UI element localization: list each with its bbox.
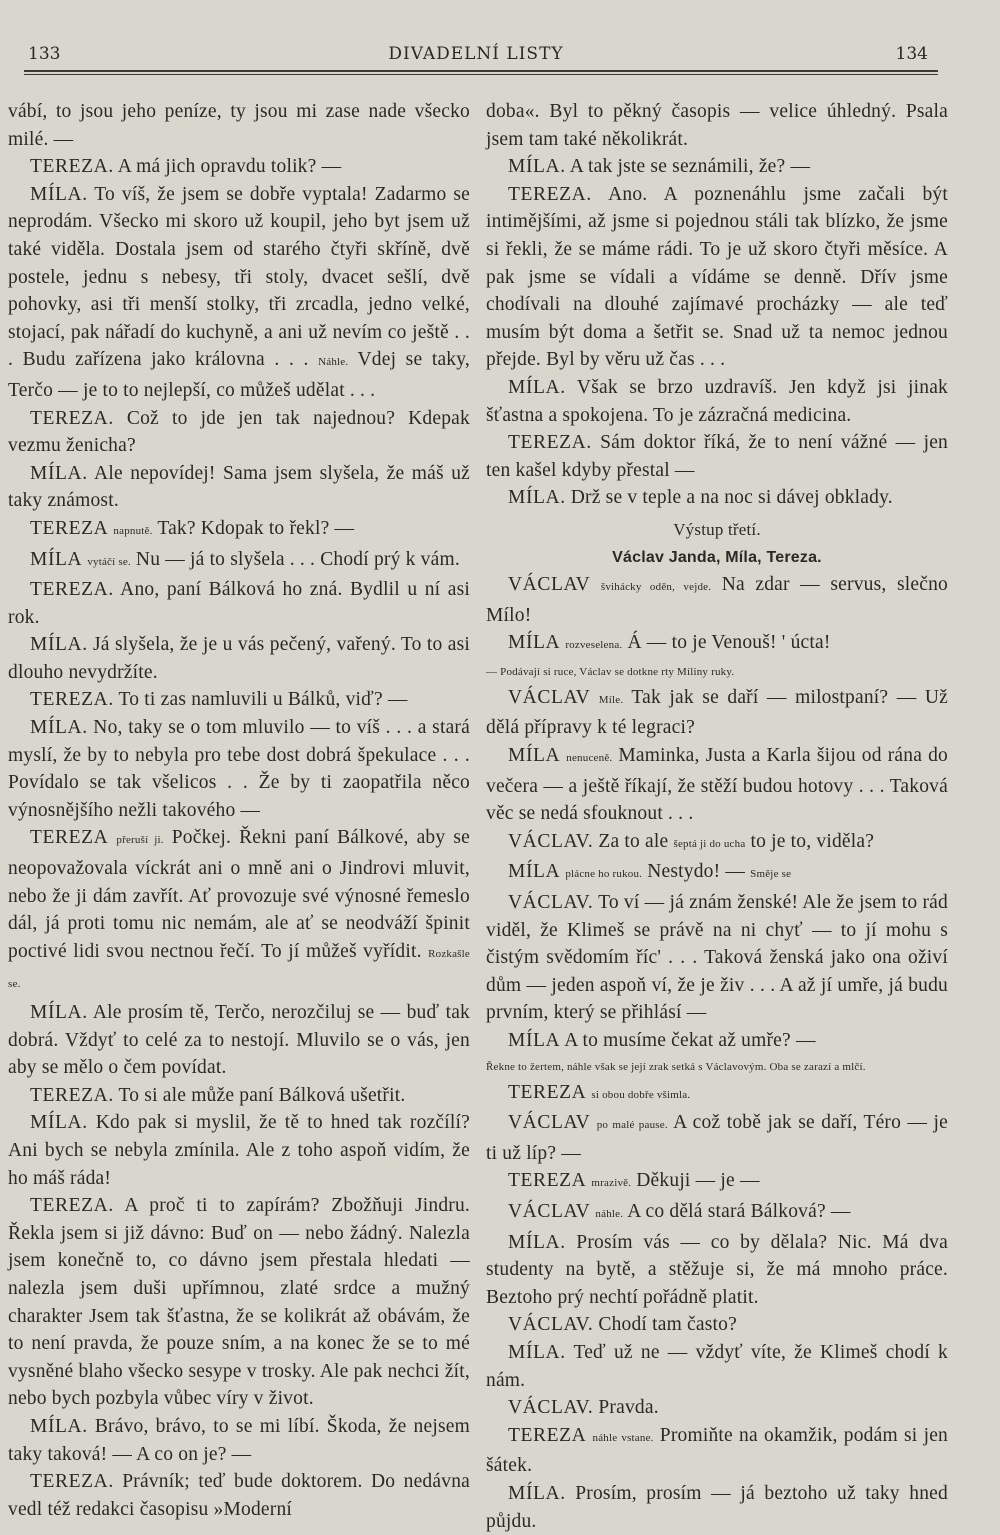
speech-text: A tak jste se seznámili, že? — [565, 156, 811, 178]
dialogue-line [486, 858, 948, 889]
left-column [8, 98, 470, 1523]
speech-text: To ti zas namluvili u Bálků, viď? — [113, 689, 408, 711]
speaker-name: TEREZA [30, 827, 109, 849]
speaker-name: TEREZA. [508, 183, 592, 205]
speech-text: Ale prosím tě, Terčo, nerozčiluj se — buď tak dobrá. Vždyť to celé za to nestojí. Mluvilo se o vás, jen aby se mělo o čem povídat. [8, 1002, 470, 1079]
dialogue-line [8, 1192, 470, 1413]
dialogue-line [486, 1229, 948, 1312]
dialogue-line [486, 181, 948, 374]
dialogue-line [486, 1311, 948, 1339]
speech-text: Ano. A poznenáhlu jsme začali být intimějšími, až jsme si pojednou stáli tak blízko, že jsme si řekli, že se máme rádi. To je už skoro čtyři měsíce. A pak jsme se vídali a vídáme se denně. Dřív jsme chodívali na dlouhé zajímavé procházky — ale teď musím být doma a šetřit se. Snad už ta nemoc jednou přejde. Byl by věru už čas . . . [486, 183, 948, 371]
speaker-name: MÍLA [508, 745, 561, 767]
dialogue-line [486, 1339, 948, 1394]
speech-text: Kdo pak si myslil, že tě to hned tak rozčílí? Ani bych se nebyla zmínila. Ale z toho aspoň vidím, že ho máš ráda! [8, 1112, 470, 1189]
speaker-name: TEREZA [508, 1170, 587, 1192]
speech-text: Prosím vás — co by dělala? Nic. Má dva studenty na bytě, a stěžuje si, že má mnoho práce. Beztoho prý nechtí pořádně platit. [486, 1231, 948, 1308]
speech-text: Prosím, prosím — já beztoho už taky hned půjdu. [486, 1482, 948, 1532]
dialogue-line [8, 515, 470, 546]
speaker-name: TEREZA. [30, 1195, 114, 1217]
speaker-name: MÍLA. [508, 1341, 566, 1363]
dialogue-line [8, 1413, 470, 1468]
dialogue-line [486, 742, 948, 828]
dialogue-line [486, 484, 948, 512]
scene-cast: Václav Janda, Míla, Tereza. [612, 548, 822, 566]
stage-direction: náhle. [595, 1207, 624, 1220]
speaker-name: TEREZA. [30, 689, 114, 711]
speech-text: Na zdar — servus, slečno Mílo! [486, 574, 948, 626]
header-rule-thin [24, 74, 938, 75]
speech-text: Pravda. [593, 1397, 659, 1419]
speech-text: Za to ale [593, 830, 674, 852]
text: doba«. Byl to pěkný časopis — velice úhledný. Psala jsem tam také několikrát. [486, 101, 948, 150]
dialogue-line [486, 889, 948, 1027]
speaker-name: MÍLA [508, 1030, 561, 1051]
dialogue-line [486, 1480, 948, 1535]
stage-direction-line: Řekne to žertem, náhle však se její zrak setká s Václavovým. Oba se zarazí a mlčí. [486, 1060, 866, 1073]
stage-direction-line: — Podávají si ruce, Václav se dotkne rty Míliny ruky. [486, 665, 735, 678]
speaker-name: TEREZA. [30, 156, 114, 178]
speech-text: Nestydo! — [642, 861, 751, 883]
speaker-name: MÍLA. [30, 634, 88, 656]
dialogue-line [486, 1167, 948, 1198]
dialogue-line [486, 828, 948, 859]
speaker-name: VÁCLAV [508, 1200, 591, 1222]
speaker-name: VÁCLAV [508, 574, 591, 596]
speaker-name: MÍLA. [508, 487, 566, 509]
speaker-name: MÍLA. [508, 1231, 566, 1253]
speaker-name: TEREZA. [30, 579, 114, 601]
stage-direction: nenuceně. [566, 752, 613, 765]
stage-direction: si obou dobře všimla. [591, 1088, 691, 1101]
speaker-name: MÍLA. [30, 1002, 88, 1023]
speech-text: To víš, že jsem se dobře vyptala! Zadarmo se neprodám. Všecko mi skoro už koupil, jeho byt jsem už také viděla. Dostala jsem od starého čtyři skříně, dvě postele, jednu s nebesy, tři stoly, dvacet sešlí, dvě pohovky, asi tři menší stolky, tři zrcadla, jedno velké, stojací, pak nářadí do kuchyně, a ani už nevím co ještě . . . Budu zařízena jako královna . . . [8, 183, 470, 371]
stage-direction: plácne ho rukou. [565, 868, 643, 881]
text: vábí, to jsou jeho peníze, ty jsou mi zase nade všecko milé. — [8, 101, 470, 150]
speech-text: To si ale může paní Bálková ušetřit. [113, 1084, 406, 1106]
speaker-name: MÍLA. [30, 462, 88, 484]
speech-text: A to musíme čekat až umře? — [560, 1030, 816, 1051]
speaker-name: VÁCLAV [508, 686, 591, 708]
speaker-name: TEREZA. [30, 407, 114, 429]
speech-text: to je to, viděla? [745, 830, 875, 852]
speech-text: Tak? Kdopak to řekl? — [152, 517, 355, 539]
speech-text: Drž se v teple a na noc si dávej obklady. [565, 487, 893, 509]
speech-text: Děkuji — je — [631, 1170, 760, 1192]
speaker-name: TEREZA. [30, 1471, 114, 1493]
page-number-left: 133 [28, 44, 61, 64]
right-column [486, 98, 948, 1535]
speaker-name: VÁCLAV. [508, 1397, 594, 1419]
speech-text: A co dělá stará Bálková? — [623, 1200, 851, 1222]
dialogue-line [486, 1079, 948, 1110]
speech-text: No, taky se o tom mluvilo — to víš . . . a stará myslí, že by to nebyla pro tebe dost dobrá špekulace . . . Povídalo se tak všelicos . . Že by ti zaopatřila něco výnosnějšího nežli takového — [8, 717, 470, 821]
speaker-name: MÍLA. [508, 376, 566, 398]
stage-direction: rozveselena. [565, 639, 623, 652]
speech-text: Sám doktor říká, že to není vážné — jen ten kašel kdyby přestal — [486, 432, 948, 481]
stage-direction: přeruší ji. [116, 834, 164, 847]
speech-text: Já slyšela, že je u vás pečený, vařený. To to asi dlouho nevydržíte. [8, 634, 470, 683]
speaker-name: MÍLA. [508, 156, 566, 178]
dialogue-line [8, 686, 470, 714]
dialogue-line [8, 999, 470, 1082]
running-title: DIVADELNÍ LISTY [388, 44, 564, 64]
page-header [14, 34, 938, 74]
speaker-name: MÍLA. [30, 1415, 88, 1437]
speech-text: A má jich opravdu tolik? — [113, 156, 342, 178]
speech-text: Brávo, brávo, to se mi líbí. Škoda, že nejsem taky taková! — A co on je? — [8, 1415, 470, 1465]
speech-text: Počkej. Řekni paní Bálkové, aby se neopovažovala víckrát ani o mně ani o Jindrovi mluvit, nebo že ji dám zavřít. Ať provozuje své výnosné řemeslo dál, já proti tomu nic nemám, ale ať se neodváží špinit poctivé lidi svou nectnou řečí. To jí můžeš vyřídit. [8, 827, 471, 962]
speaker-name: MÍLA. [30, 1112, 88, 1134]
speaker-name: TEREZA [30, 517, 109, 539]
paragraph [486, 98, 948, 153]
stage-direction: napnutě. [113, 524, 153, 537]
speaker-name: TEREZA. [30, 1084, 114, 1106]
speaker-name: MÍLA. [30, 183, 88, 205]
scene-heading: Výstup třetí. [673, 519, 761, 539]
speaker-name: MÍLA. [30, 717, 88, 739]
dialogue-line [486, 571, 948, 629]
speaker-name: TEREZA [508, 1424, 587, 1446]
speech-text: Maminka, Justa a Karla šijou od rána do večera — a ještě říkají, že stěží budou hotovy . . . Taková věc se nedá sfouknout . . . [486, 745, 949, 825]
dialogue-line [8, 824, 470, 999]
stage-direction: vytáčí se. [87, 555, 131, 568]
dialogue-line [486, 1394, 948, 1422]
stage-direction: náhle vstane. [592, 1431, 654, 1444]
dialogue-line [8, 576, 470, 631]
speaker-name: MÍLA. [508, 1482, 566, 1504]
stage-direction: šeptá ji do ucha [673, 837, 746, 850]
speech-text: Tak jak se daří — milostpaní? — Už dělá přípravy k té legraci? [486, 686, 948, 739]
speaker-name: VÁCLAV. [508, 892, 594, 914]
dialogue-line [486, 153, 948, 181]
speech-text: Právník; teď bude doktorem. Do nedávna vedl též redakci časopisu »Moderní [8, 1471, 470, 1520]
speaker-name: VÁCLAV. [508, 1314, 594, 1336]
speaker-name: VÁCLAV. [508, 830, 594, 852]
paragraph [8, 98, 470, 153]
stage-direction: Směje se [750, 868, 792, 881]
speaker-name: MÍLA [508, 632, 561, 654]
dialogue-line [8, 714, 470, 824]
stage-direction: švihácky oděn, vejde. [600, 581, 712, 594]
speech-text: A což tobě jak se daří, Téro — je ti už líp? — [486, 1112, 948, 1164]
speaker-name: MÍLA [30, 548, 83, 570]
dialogue-line [8, 181, 470, 405]
dialogue-line [486, 1027, 948, 1055]
stage-direction: Míle. [598, 693, 624, 706]
dialogue-line [8, 1468, 470, 1523]
dialogue-line [486, 429, 948, 484]
dialogue-line [8, 631, 470, 686]
speech-text: Promiňte na okamžik, podám si jen šátek. [486, 1424, 949, 1477]
speaker-name: VÁCLAV [508, 1112, 591, 1134]
stage-direction: po malé pause. [596, 1119, 668, 1132]
speaker-name: TEREZA [508, 1081, 587, 1103]
speech-text: Á — to je Venouš! ' úcta! [622, 632, 831, 654]
speech-text: To ví — já znám ženské! Ale že jsem to rád viděl, že Klimeš se právě na ni chyť — to jí mohu s čistým svědomím říc' . . . Taková ženská jako ona oživí dům — jeden aspoň ví, že je živ . . . A až jí umře, já budu prvním, který se přihlásí — [486, 892, 948, 1024]
stage-direction: mrazivě. [591, 1177, 632, 1190]
speech-text: Ano, paní Bálková ho zná. Bydlil u ní asi rok. [8, 579, 470, 628]
speaker-name: MÍLA [508, 861, 561, 883]
speech-text: A proč ti to zapírám? Zbožňuji Jindru. Řekla jsem si již dávno: Buď on — nebo žádný. Nalezla jsem konečně to, co dávno jsem přestala hledati — nalezla jsem duši upřímnou, zlaté srdce a mužný charakter Jsem tak šťastna, že se kolikrát až obávám, že to není pravda, že pouze sním, a na konec že se to mé vysněné blaho všecko sesype v trosky. Ale pak nechci žít, nebo bych pozbyla vůbec víry v život. [8, 1195, 470, 1410]
dialogue-line [8, 460, 470, 515]
stage-direction: Rozkašle se. [8, 947, 470, 991]
speech-text: Ale nepovídej! Sama jsem slyšela, že máš už taky známost. [8, 462, 470, 512]
dialogue-line [486, 1198, 948, 1229]
dialogue-line [8, 1082, 470, 1110]
dialogue-line [486, 629, 948, 660]
dialogue-line [486, 374, 948, 429]
dialogue-line [486, 684, 948, 742]
dialogue-line [8, 153, 470, 181]
stage-direction: Náhle. [318, 356, 349, 369]
page-number-right: 134 [895, 44, 928, 64]
dialogue-line [8, 1109, 470, 1192]
dialogue-line [486, 1109, 948, 1167]
speech-text: Což to jde jen tak najednou? Kdepak vezmu ženicha? [8, 407, 470, 457]
speaker-name: TEREZA. [508, 432, 592, 454]
speech-text: Nu — já to slyšela . . . Chodí prý k vám. [130, 548, 460, 570]
speech-text: Teď už ne — vždyť víte, že Klimeš chodí k nám. [486, 1341, 948, 1391]
speech-text: Chodí tam často? [593, 1314, 737, 1336]
header-rule [24, 70, 938, 72]
speech-text: Vdej se taky, Terčo — je to to nejlepší, co můžeš udělat . . . [8, 349, 471, 401]
dialogue-line [486, 1422, 948, 1480]
speech-text: Však se brzo uzdravíš. Jen když jsi jinak šťastna a spokojena. To je zázračná medicina. [486, 376, 948, 426]
dialogue-line [8, 546, 470, 577]
dialogue-line [8, 405, 470, 460]
